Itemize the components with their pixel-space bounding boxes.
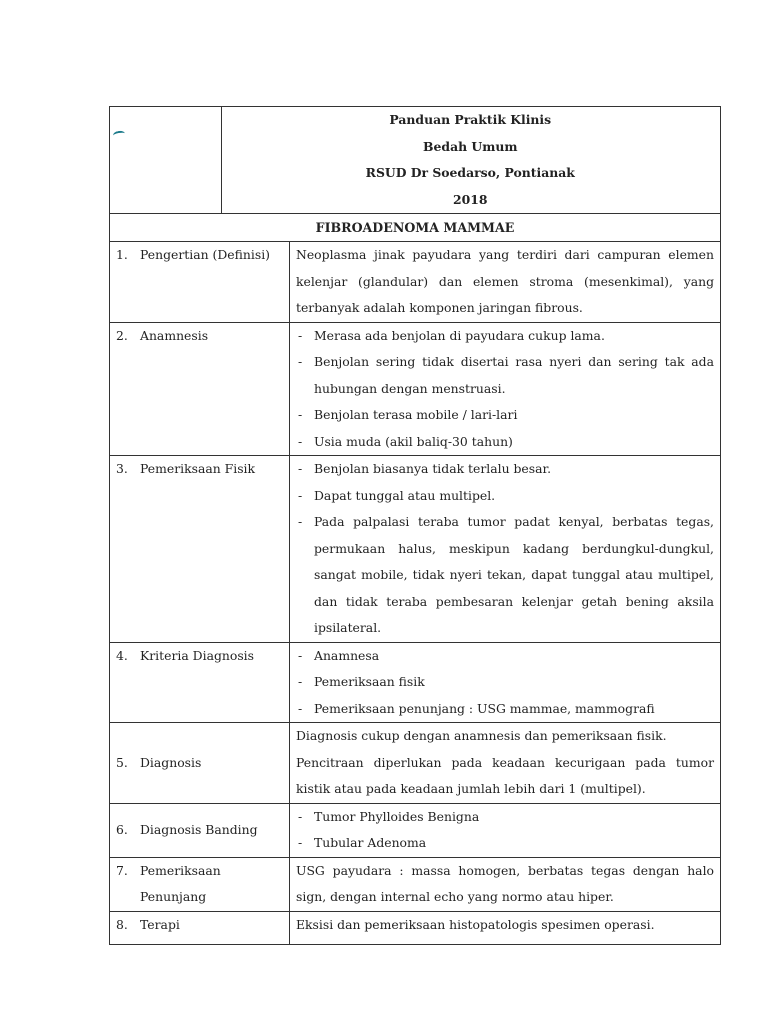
list-item: - Pemeriksaan penunjang : USG mammae, mammografi bbox=[296, 696, 714, 723]
logo-cell bbox=[110, 107, 221, 213]
row-content bbox=[290, 723, 721, 804]
row-label-text: Terapi bbox=[140, 916, 180, 932]
row-content bbox=[290, 642, 721, 723]
row-number: 8. bbox=[116, 916, 128, 932]
row-label-text: Diagnosis Banding bbox=[140, 821, 258, 837]
table-row bbox=[110, 723, 721, 804]
row-label bbox=[110, 456, 290, 643]
header-line-4: 2018 bbox=[453, 191, 488, 207]
row-number: 3. bbox=[116, 461, 128, 476]
list-item: - Tumor Phylloides Benigna bbox=[296, 804, 714, 831]
list-item: - Pada palpalasi teraba tumor padat kenyal, berbatas tegas, permukaan halus, meskipun kadang berdungkul-dungkul, sangat mobile, tidak nyeri tekan, dapat tunggal atau multipel, dan tidak teraba pembesaran kelenjar getah bening aksila ipsilateral. bbox=[296, 509, 714, 642]
row-number: 6. bbox=[116, 821, 128, 837]
row-label bbox=[110, 857, 290, 911]
table-row bbox=[110, 456, 721, 643]
row-label bbox=[110, 911, 290, 945]
table-row bbox=[110, 857, 721, 911]
header-inner bbox=[110, 107, 719, 213]
row-label bbox=[110, 803, 290, 857]
row-content bbox=[290, 456, 721, 643]
row-label-text: Anamnesis bbox=[140, 327, 209, 343]
list-item: - Tubular Adenoma bbox=[296, 830, 714, 857]
table-row bbox=[110, 911, 721, 945]
row-number: 1. bbox=[116, 247, 128, 262]
row-label bbox=[110, 642, 290, 723]
table-row bbox=[110, 803, 721, 857]
paragraph: Pencitraan diperlukan pada keadaan kecurigaan pada tumor kistik atau pada keadaan jumlah lebih dari 1 (multipel). bbox=[296, 754, 714, 796]
hospital-logo bbox=[112, 130, 125, 139]
row-content bbox=[290, 322, 721, 456]
list-item: - Dapat tunggal atau multipel. bbox=[296, 483, 714, 510]
row-number: 7. bbox=[116, 862, 128, 878]
header-line-3: RSUD Dr Soedarso, Pontianak bbox=[365, 165, 575, 180]
document-title: FIBROADENOMA MAMMAE bbox=[110, 214, 721, 242]
list-item: - Benjolan sering tidak disertai rasa nyeri dan sering tak ada hubungan dengan menstruasi. bbox=[296, 349, 714, 402]
row-label-text: Diagnosis bbox=[140, 754, 202, 770]
row-content: Eksisi dan pemeriksaan histopatologis spesimen operasi. bbox=[290, 911, 721, 945]
clinical-guideline-document bbox=[109, 106, 720, 945]
header-row bbox=[110, 107, 721, 214]
table-row bbox=[110, 642, 721, 723]
row-label bbox=[110, 322, 290, 456]
list-item: - Benjolan biasanya tidak terlalu besar. bbox=[296, 456, 714, 483]
row-label-text: Pengertian (Definisi) bbox=[140, 247, 270, 262]
list-item: - Benjolan terasa mobile / lari-lari bbox=[296, 402, 714, 429]
guideline-table bbox=[109, 106, 721, 945]
row-number: 4. bbox=[116, 647, 128, 663]
list-item: - Anamnesa bbox=[296, 643, 714, 670]
table-row bbox=[110, 322, 721, 456]
row-number: 5. bbox=[116, 754, 128, 770]
paragraph: Diagnosis cukup dengan anamnesis dan pemeriksaan fisik. bbox=[296, 728, 667, 743]
header-line-1: Panduan Praktik Klinis bbox=[389, 112, 552, 127]
table-row bbox=[110, 242, 721, 323]
row-label bbox=[110, 723, 290, 804]
header-line-2: Bedah Umum bbox=[423, 138, 518, 154]
row-label-text: Kriteria Diagnosis bbox=[140, 647, 255, 663]
header-text bbox=[221, 107, 719, 213]
row-label bbox=[110, 242, 290, 323]
list-item: - Pemeriksaan fisik bbox=[296, 669, 714, 696]
list-item: - Usia muda (akil baliq-30 tahun) bbox=[296, 429, 714, 456]
list-item: - Merasa ada benjolan di payudara cukup lama. bbox=[296, 323, 714, 350]
row-label-text: Pemeriksaan Penunjang bbox=[140, 862, 221, 904]
row-content bbox=[290, 803, 721, 857]
row-number: 2. bbox=[116, 327, 128, 343]
row-label-text: Pemeriksaan Fisik bbox=[140, 461, 256, 476]
row-content: Neoplasma jinak payudara yang terdiri dari campuran elemen kelenjar (glandular) dan elemen stroma (mesenkimal), yang terbanyak adalah komponen jaringan fibrous. bbox=[290, 242, 721, 323]
title-row bbox=[110, 214, 721, 242]
row-content: USG payudara : massa homogen, berbatas tegas dengan halo sign, dengan internal echo yang normo atau hiper. bbox=[290, 857, 721, 911]
